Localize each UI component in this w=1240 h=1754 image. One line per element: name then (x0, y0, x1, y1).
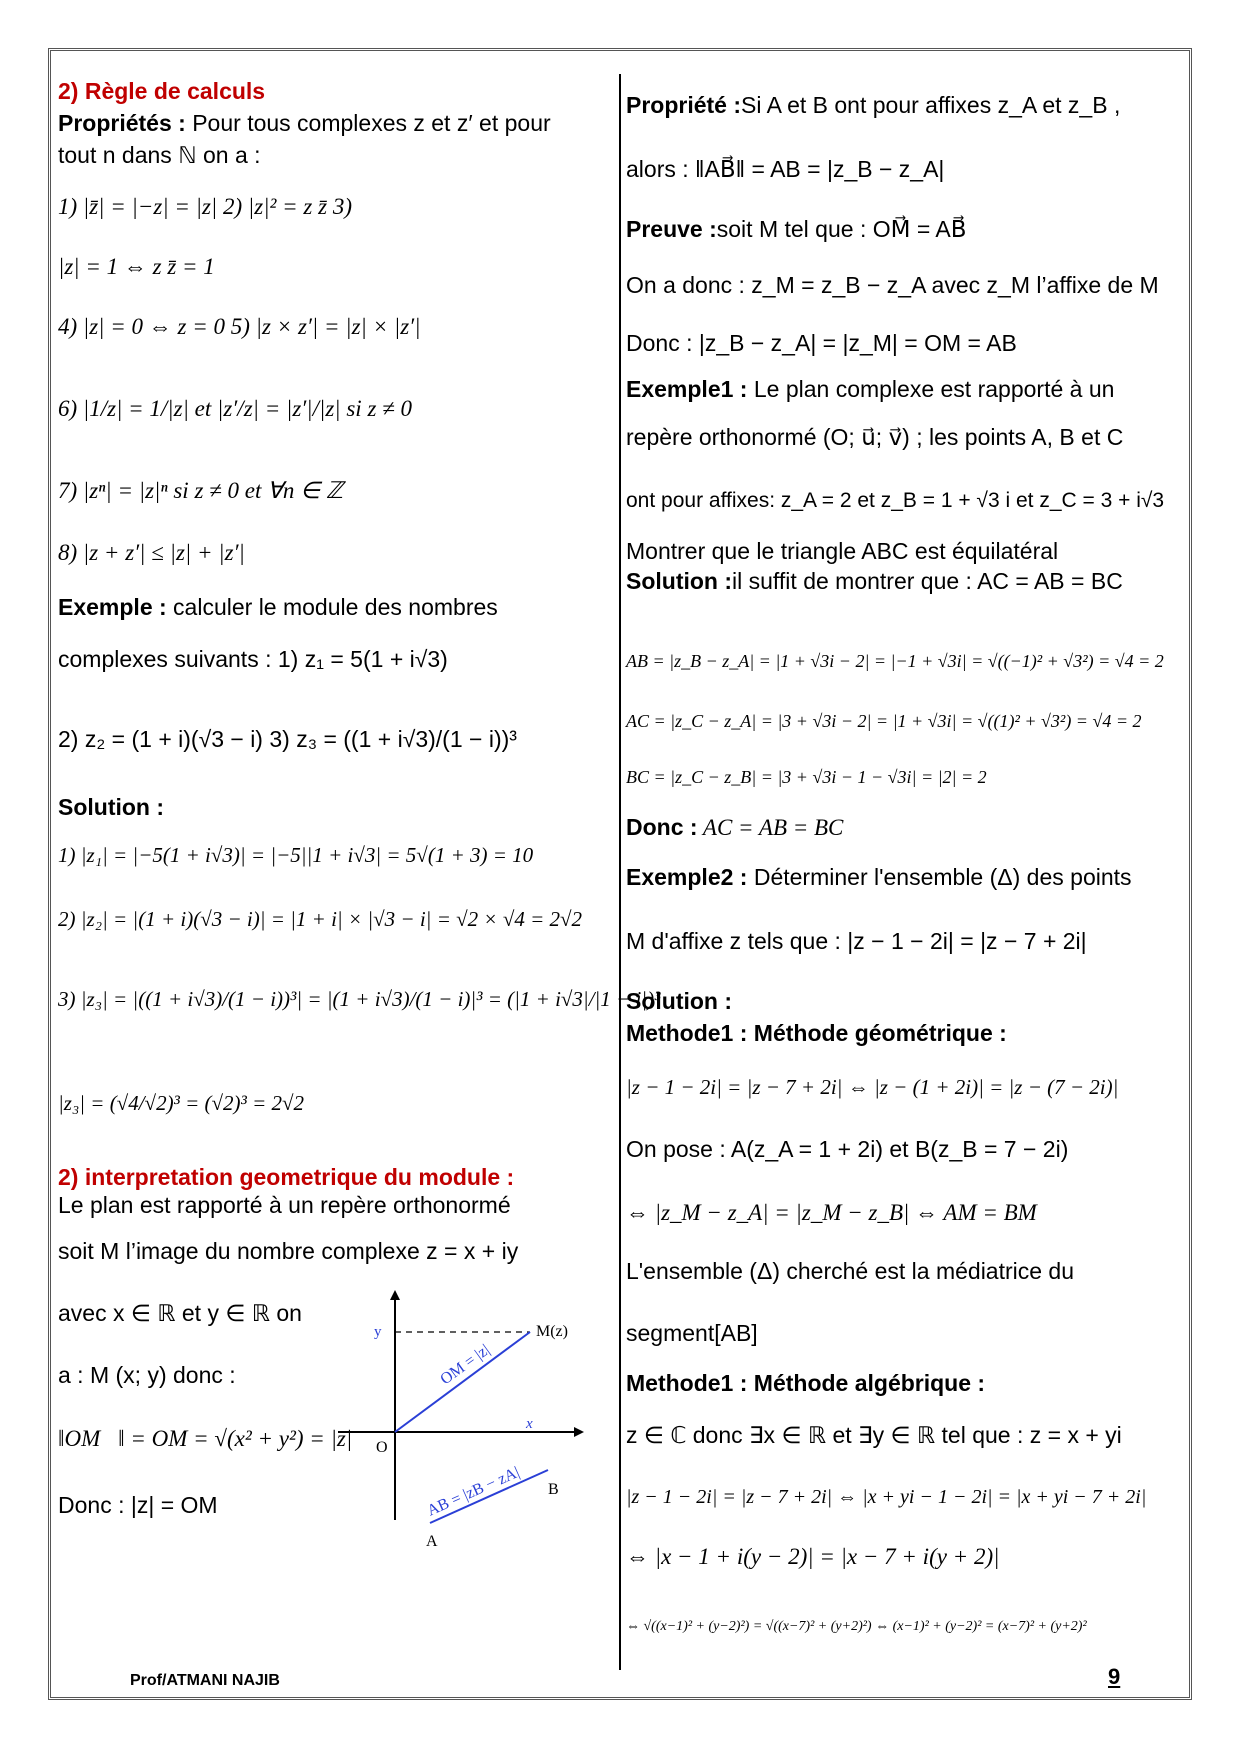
calc-bc: BC = |z_C − z_B| = |3 + √3i − 1 − √3i| = |2| = 2 (626, 767, 987, 787)
x-label: x (526, 1416, 533, 1432)
solution-3: 3) |z₃| = |((1 + i√3)/(1 − i))³| = |(1 + i√3)/(1 − i)|³ = (|1 + i√3|/|1 − i|)³ (58, 987, 661, 1011)
method1-line-1: |z − 1 − 2i| = |z − 7 + 2i| ⇔ |z − (1 + 2i)| = |z − (7 − 2i)| (626, 1075, 1119, 1099)
solution-4: |z₃| = (√4/√2)³ = (√2)³ = 2√2 (58, 1091, 305, 1115)
rule-3b: |z| = 1 ⇔ z z̄ = 1 (58, 254, 215, 279)
rule-4-5: 4) |z| = 0 ⇔ z = 0 5) |z × z′| = |z| × |z′| (58, 314, 421, 339)
example1-solution-label: Solution : (626, 568, 733, 594)
calc-ab: AB = |z_B − z_A| = |1 + √3i − 2| = |−1 + √3i| = √((−1)² + √3²) = √4 = 2 (626, 651, 1164, 671)
a-point-label: A (426, 1533, 438, 1550)
example2-line (626, 862, 1132, 892)
method2-line-4: ⇔ √((x−1)² + (y−2)²) = √((x−7)² + (y+2)²) ⇔ (x−1)² + (y−2)² = (x−7)² + (y+2)² (626, 1619, 1087, 1634)
properties-label: Propriétés : (58, 110, 186, 136)
example2-label: Exemple2 : (626, 864, 748, 890)
example1-solution-line (626, 566, 1123, 596)
example-label: Exemple : (58, 594, 167, 620)
conclusion-label: Donc : (626, 814, 698, 840)
method2-label: Methode1 : Méthode algébrique : (626, 1370, 986, 1396)
column-divider (619, 74, 621, 1670)
geom-text-6: Donc : |z| = OM (58, 1492, 218, 1518)
method1-line-4: L'ensemble (Δ) cherché est la médiatrice du (626, 1258, 1075, 1284)
proof-text-3: Donc : |z_B − z_A| = |z_M| = OM = AB (626, 330, 1017, 356)
geometric-figure (330, 1290, 600, 1560)
om-label: OM = |z| (437, 1341, 493, 1389)
proof-text-2: On a donc : z_M = z_B − z_A avec z_M l’affixe de M (626, 272, 1159, 298)
rule-7: 7) |zⁿ| = |z|ⁿ si z ≠ 0 et ∀n ∈ ℤ (58, 478, 344, 503)
properties-text: Pour tous complexes z et z′ et pour (185, 110, 551, 136)
solution-1: 1) |z₁| = |−5(1 + i√3)| = |−5||1 + i√3| = 5√(1 + 3) = 10 (58, 843, 534, 867)
example-line (58, 592, 498, 622)
example-text-2: complexes suivants : 1) z₁ = 5(1 + i√3) (58, 646, 448, 672)
conclusion-text: AC = AB = BC (697, 815, 844, 840)
y-label: y (374, 1324, 382, 1340)
rule-6: 6) |1/z| = 1/|z| et |z′/z| = |z′|/|z| si z ≠ 0 (58, 396, 413, 421)
properties-line (58, 108, 551, 138)
proof-line (626, 214, 967, 244)
ab-label: AB = |zB − zA| (424, 1463, 523, 1520)
proof-label: Preuve : (626, 216, 717, 242)
geom-text-4: a : M (x; y) donc : (58, 1362, 236, 1388)
properties-text-2: tout n dans ℕ on a : (58, 142, 261, 168)
property-text-2: alors : ‖AB⃗‖ = AB = |z_B − z_A| (626, 156, 945, 182)
b-point-label: B (548, 1481, 559, 1498)
example1-text-3: ont pour affixes: z_A = 2 et z_B = 1 + √3 i et z_C = 3 + i√3 (626, 489, 1165, 512)
y-axis-arrow (390, 1290, 400, 1300)
x-axis-arrow (574, 1427, 584, 1437)
method2-line-2: |z − 1 − 2i| = |z − 7 + 2i| ⇔ |x + yi − 1 − 2i| = |x + yi − 7 + 2i| (626, 1486, 1147, 1508)
page-number: 9 (1108, 1664, 1121, 1689)
calc-ac: AC = |z_C − z_A| = |3 + √3i − 2| = |1 + √3i| = √((1)² + √3²) = √4 = 2 (626, 711, 1142, 731)
conclusion-line (626, 812, 843, 843)
footer-author: Prof/ATMANI NAJIB (130, 1672, 280, 1689)
heading-interpretation: 2) interpretation geometrique du module : (58, 1164, 515, 1190)
method1-line-5: segment[AB] (626, 1320, 758, 1346)
om-vector (395, 1332, 530, 1432)
method2-line-3: ⇔ |x − 1 + i(y − 2)| = |x − 7 + i(y + 2)| (626, 1544, 1000, 1569)
proof-text: soit M tel que : OM⃗ = AB⃗ (716, 216, 967, 242)
rule-8: 8) |z + z′| ≤ |z| + |z′| (58, 540, 245, 565)
example2-solution-label: Solution : (626, 988, 733, 1014)
example1-text: Le plan complexe est rapporté à un (747, 376, 1115, 402)
example-text-3: 2) z₂ = (1 + i)(√3 − i) 3) z₃ = ((1 + i√3)/(1 − i))³ (58, 726, 517, 752)
geom-text-3: avec x ∈ ℝ et y ∈ ℝ on (58, 1300, 302, 1326)
property-label: Propriété : (626, 92, 742, 118)
method2-line-1: z ∈ ℂ donc ∃x ∈ ℝ et ∃y ∈ ℝ tel que : z = x + yi (626, 1422, 1122, 1448)
example1-solution-text: il suffit de montrer que : AC = AB = BC (732, 568, 1123, 594)
property-text: Si A et B ont pour affixes z_A et z_B , (741, 92, 1121, 118)
example-text: calculer le module des nombres (166, 594, 498, 620)
example1-text-2: repère orthonormé (O; u⃗; v⃗) ; les points A, B et C (626, 424, 1124, 450)
example2-text: Déterminer l'ensemble (Δ) des points (747, 864, 1132, 890)
method1-line-3: ⇔ |z_M − z_A| = |z_M − z_B| ⇔ AM = BM (626, 1200, 1037, 1225)
o-label: O (376, 1439, 388, 1456)
example1-text-4: Montrer que le triangle ABC est équilatéral (626, 538, 1059, 564)
heading-regle-calculs: 2) Règle de calculs (58, 78, 266, 104)
method1-label: Methode1 : Méthode géométrique : (626, 1020, 1007, 1046)
geom-text-2: soit M l’image du nombre complexe z = x + iy (58, 1238, 519, 1264)
example2-text-2: M d'affixe z tels que : |z − 1 − 2i| = |z − 7 + 2i| (626, 928, 1087, 954)
example1-line (626, 374, 1114, 404)
rule-1-2-3: 1) |z̄| = |−z| = |z| 2) |z|² = z z̄ 3) (58, 194, 352, 219)
geom-text-1: Le plan est rapporté à un repère orthonormé (58, 1192, 511, 1218)
geom-text-5: ‖OM⃗‖ = OM = √(x² + y²) = |z| (58, 1426, 353, 1451)
example1-label: Exemple1 : (626, 376, 748, 402)
m-label: M(z) (536, 1323, 568, 1340)
property-line (626, 90, 1120, 120)
solution-label: Solution : (58, 794, 165, 820)
method1-line-2: On pose : A(z_A = 1 + 2i) et B(z_B = 7 − 2i) (626, 1136, 1069, 1162)
solution-2: 2) |z₂| = |(1 + i)(√3 − i)| = |1 + i| × |√3 − i| = √2 × √4 = 2√2 (58, 907, 583, 931)
